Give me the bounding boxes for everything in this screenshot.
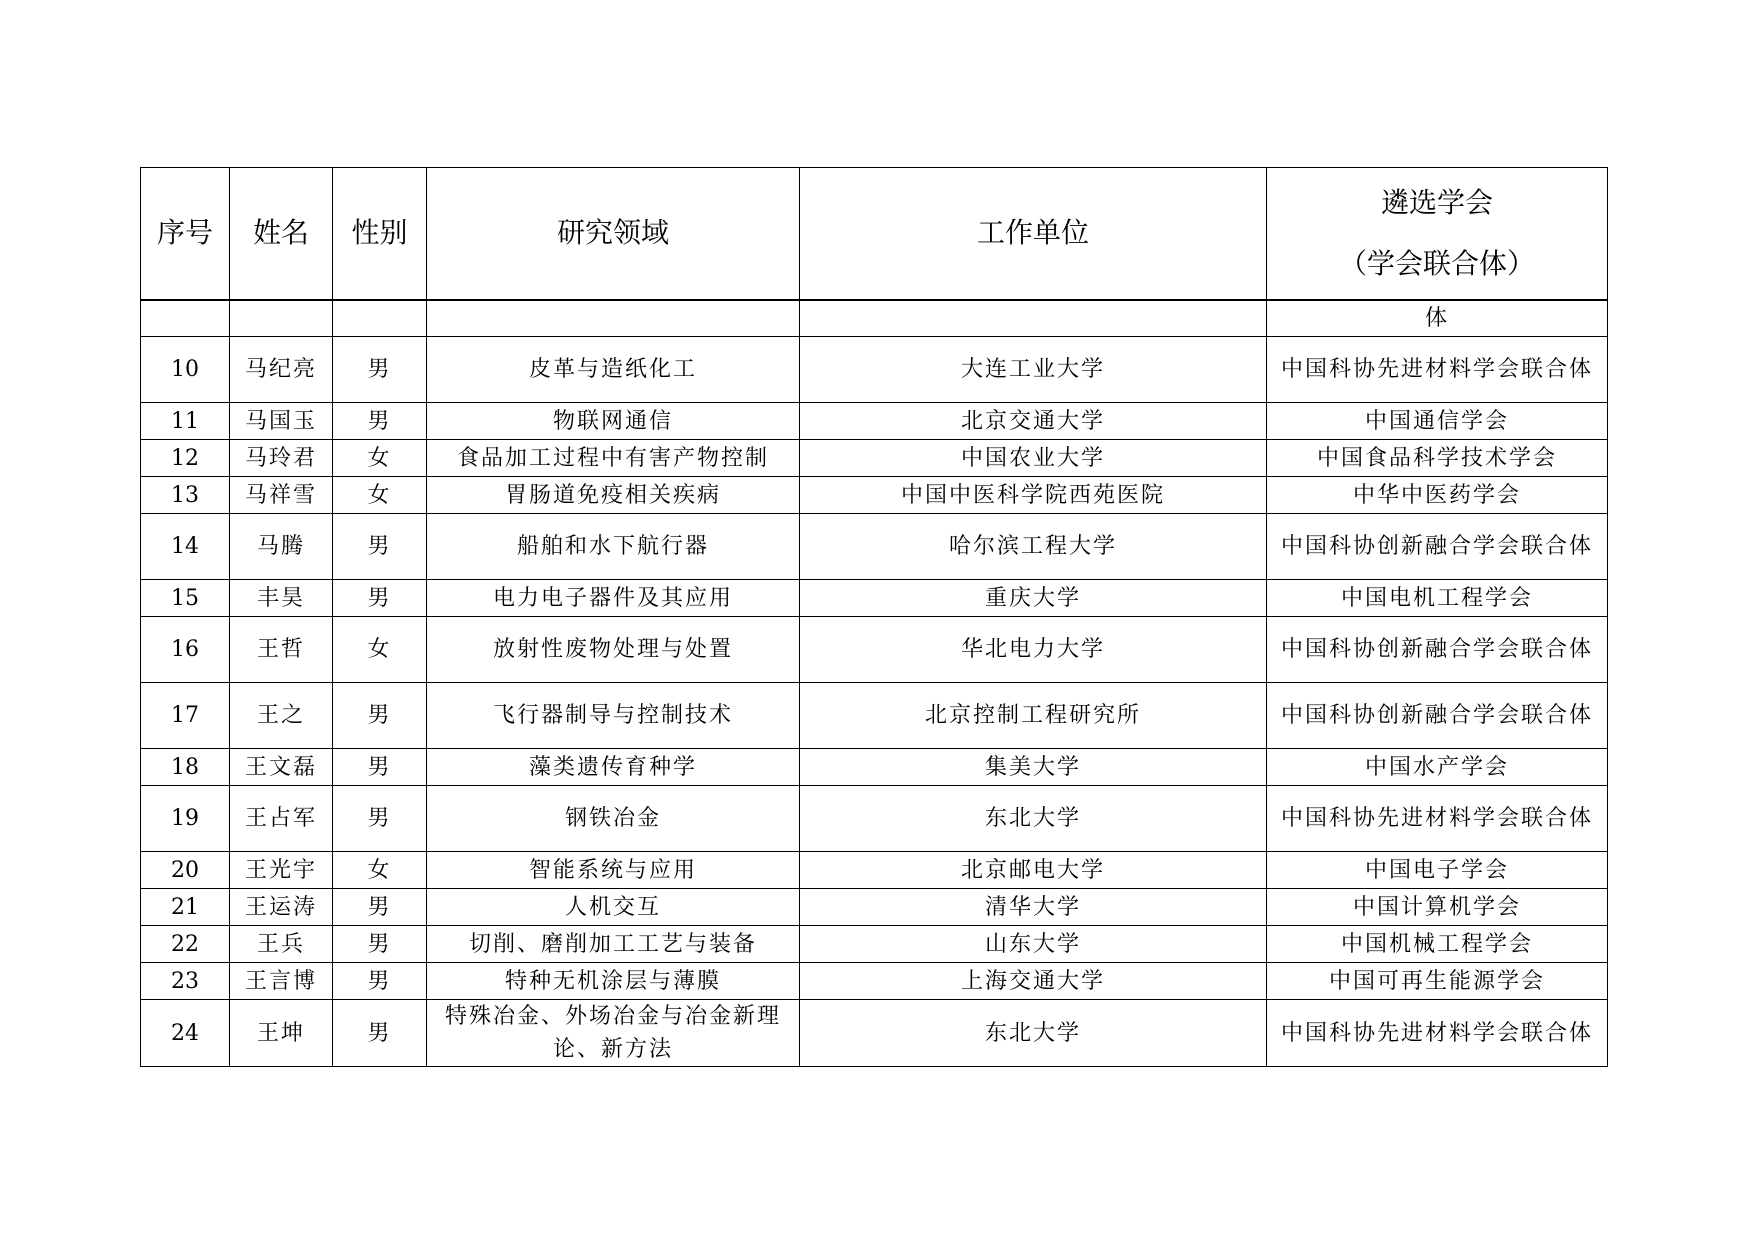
cell-gender: 男 [333,786,427,852]
continuation-cell [427,300,800,337]
cell-index: 18 [141,749,230,786]
cell-field: 食品加工过程中有害产物控制 [427,440,800,477]
cell-society: 中国科协创新融合学会联合体 [1267,617,1608,683]
cell-society: 中国通信学会 [1267,403,1608,440]
header-index: 序号 [141,168,230,300]
cell-field: 胃肠道免疫相关疾病 [427,477,800,514]
header-gender: 性别 [333,168,427,300]
cell-field: 电力电子器件及其应用 [427,580,800,617]
cell-name: 马玲君 [230,440,333,477]
cell-name: 马腾 [230,514,333,580]
cell-unit: 重庆大学 [800,580,1267,617]
table-row [141,514,1608,580]
header-row [141,168,1608,300]
cell-society: 中国科协先进材料学会联合体 [1267,337,1608,403]
table-row [141,1000,1608,1067]
cell-gender: 女 [333,477,427,514]
cell-field: 物联网通信 [427,403,800,440]
cell-society: 中国计算机学会 [1267,889,1608,926]
cell-name: 王兵 [230,926,333,963]
table-row [141,749,1608,786]
table-body [141,300,1608,1067]
cell-field: 钢铁冶金 [427,786,800,852]
header-field: 研究领域 [427,168,800,300]
cell-gender: 男 [333,1000,427,1067]
cell-field: 人机交互 [427,889,800,926]
cell-index: 16 [141,617,230,683]
cell-unit: 北京交通大学 [800,403,1267,440]
cell-field: 特殊冶金、外场冶金与冶金新理论、新方法 [427,1000,800,1067]
cell-index: 24 [141,1000,230,1067]
cell-society: 中国电子学会 [1267,852,1608,889]
cell-unit: 中国中医科学院西苑医院 [800,477,1267,514]
table-row [141,683,1608,749]
cell-unit: 北京控制工程研究所 [800,683,1267,749]
cell-name: 王言博 [230,963,333,1000]
cell-name: 马国玉 [230,403,333,440]
continuation-cell [141,300,230,337]
table-row [141,477,1608,514]
cell-gender: 男 [333,337,427,403]
cell-name: 王坤 [230,1000,333,1067]
cell-society: 中国科协先进材料学会联合体 [1267,786,1608,852]
continuation-cell [333,300,427,337]
cell-field: 飞行器制导与控制技术 [427,683,800,749]
cell-gender: 男 [333,683,427,749]
cell-society: 中国电机工程学会 [1267,580,1608,617]
cell-unit: 哈尔滨工程大学 [800,514,1267,580]
cell-name: 王运涛 [230,889,333,926]
table-row [141,440,1608,477]
cell-society: 中国水产学会 [1267,749,1608,786]
cell-index: 12 [141,440,230,477]
cell-gender: 男 [333,403,427,440]
cell-index: 23 [141,963,230,1000]
header-name: 姓名 [230,168,333,300]
cell-society: 中华中医药学会 [1267,477,1608,514]
table-row [141,852,1608,889]
cell-gender: 男 [333,926,427,963]
header-society-line2: （学会联合体） [1338,247,1535,281]
cell-index: 15 [141,580,230,617]
header-society [1267,168,1608,300]
cell-index: 21 [141,889,230,926]
cell-unit: 大连工业大学 [800,337,1267,403]
continuation-row [141,300,1608,337]
cell-index: 19 [141,786,230,852]
cell-society: 中国科协创新融合学会联合体 [1267,683,1608,749]
cell-name: 王文磊 [230,749,333,786]
cell-society: 中国机械工程学会 [1267,926,1608,963]
cell-field: 藻类遗传育种学 [427,749,800,786]
cell-index: 10 [141,337,230,403]
cell-gender: 女 [333,440,427,477]
table-row [141,337,1608,403]
cell-unit: 中国农业大学 [800,440,1267,477]
cell-field: 放射性废物处理与处置 [427,617,800,683]
cell-gender: 男 [333,514,427,580]
cell-gender: 女 [333,617,427,683]
cell-name: 马祥雪 [230,477,333,514]
table-row [141,403,1608,440]
cell-society: 中国食品科学技术学会 [1267,440,1608,477]
cell-unit: 东北大学 [800,786,1267,852]
cell-gender: 女 [333,852,427,889]
cell-name: 王之 [230,683,333,749]
cell-society: 中国科协先进材料学会联合体 [1267,1000,1608,1067]
cell-gender: 男 [333,580,427,617]
cell-gender: 男 [333,749,427,786]
cell-field: 切削、磨削加工工艺与装备 [427,926,800,963]
cell-name: 马纪亮 [230,337,333,403]
cell-name: 王光宇 [230,852,333,889]
cell-field: 特种无机涂层与薄膜 [427,963,800,1000]
cell-field: 船舶和水下航行器 [427,514,800,580]
continuation-cell [230,300,333,337]
cell-index: 13 [141,477,230,514]
header-unit: 工作单位 [800,168,1267,300]
table-row [141,786,1608,852]
cell-society: 中国可再生能源学会 [1267,963,1608,1000]
cell-unit: 集美大学 [800,749,1267,786]
cell-index: 20 [141,852,230,889]
cell-unit: 北京邮电大学 [800,852,1267,889]
cell-index: 11 [141,403,230,440]
cell-index: 14 [141,514,230,580]
cell-unit: 上海交通大学 [800,963,1267,1000]
roster-table [140,167,1608,1067]
table-row [141,963,1608,1000]
table-row [141,889,1608,926]
cell-gender: 男 [333,963,427,1000]
cell-name: 王占军 [230,786,333,852]
table-row [141,926,1608,963]
cell-index: 22 [141,926,230,963]
cell-unit: 清华大学 [800,889,1267,926]
table-row [141,617,1608,683]
table-row [141,580,1608,617]
cell-field: 皮革与造纸化工 [427,337,800,403]
cell-name: 丰昊 [230,580,333,617]
continuation-society-cell: 体 [1267,300,1608,337]
cell-unit: 山东大学 [800,926,1267,963]
cell-field: 智能系统与应用 [427,852,800,889]
cell-index: 17 [141,683,230,749]
header-society-line1: 遴选学会 [1380,185,1493,219]
cell-name: 王哲 [230,617,333,683]
cell-society: 中国科协创新融合学会联合体 [1267,514,1608,580]
continuation-cell [800,300,1267,337]
cell-gender: 男 [333,889,427,926]
cell-unit: 东北大学 [800,1000,1267,1067]
cell-unit: 华北电力大学 [800,617,1267,683]
